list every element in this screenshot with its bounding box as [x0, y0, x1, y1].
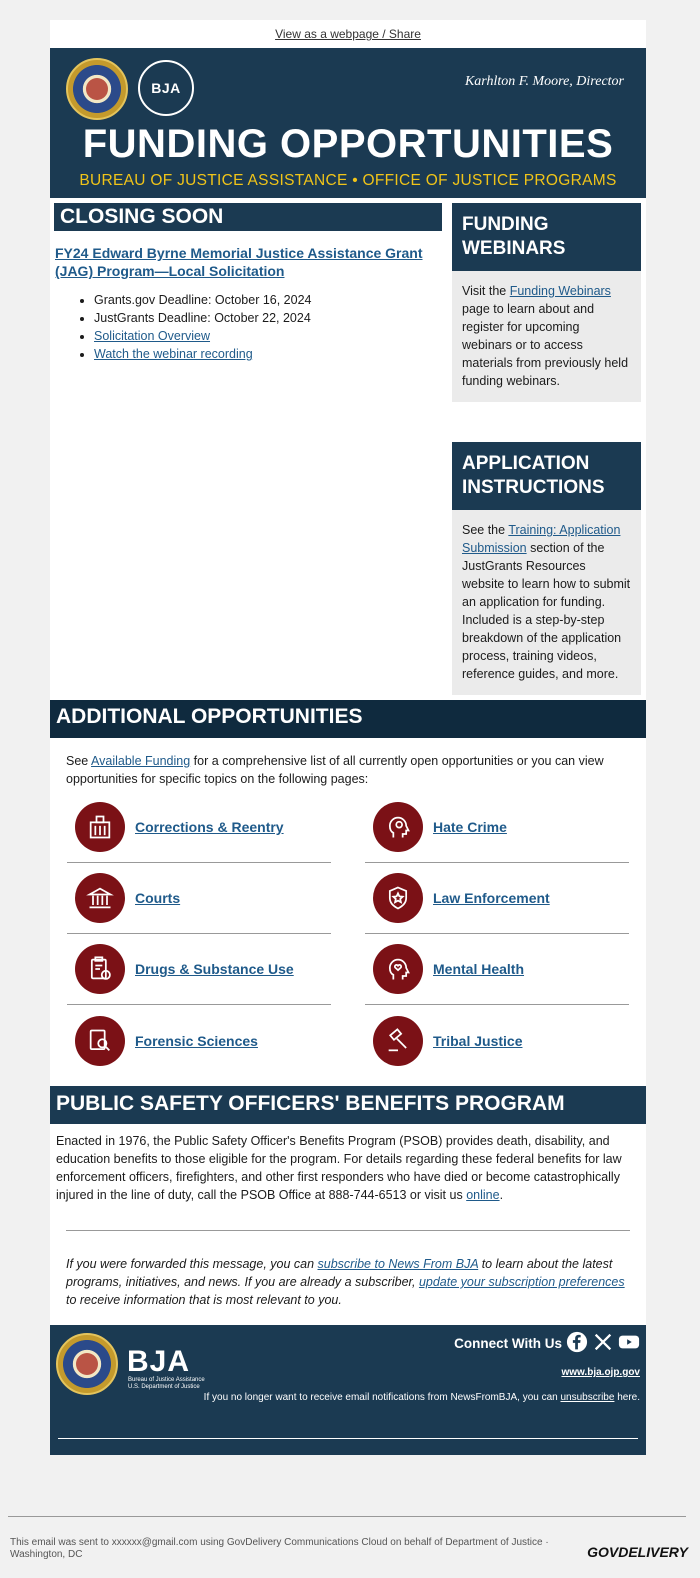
topic-courts: [67, 863, 331, 934]
topic-link-corrections[interactable]: Corrections & Reentry: [135, 819, 284, 835]
forward-notice: If you were forwarded this message, you can subscribe to News From BJA to learn about the latest programs, initiatives, and news. If you are already a subscriber, update your subscription preferences to receive information that is most relevant to you.: [66, 1257, 625, 1307]
topic-forensic: [67, 1005, 331, 1076]
director-name: Karhlton F. Moore, Director: [464, 74, 624, 89]
jag-solicitation-link[interactable]: FY24 Edward Byrne Memorial Justice Assistance Grant (JAG) Program—Local Solicitation: [55, 245, 423, 279]
application-instructions-heading: APPLICATION INSTRUCTIONS: [452, 442, 641, 510]
email-container: [50, 20, 646, 1455]
topbar: [50, 20, 646, 48]
funding-webinars-box: [452, 203, 641, 402]
update-preferences-link[interactable]: update your subscription preferences: [418, 1275, 625, 1289]
footer: [50, 1325, 646, 1455]
two-column-section: [50, 198, 646, 695]
footer-divider: [58, 1438, 638, 1439]
training-application-link[interactable]: Training: Application Submission: [462, 523, 621, 555]
jag-details-list: [54, 291, 442, 363]
x-twitter-icon[interactable]: [592, 1331, 614, 1356]
page-title: FUNDING OPPORTUNITIES: [82, 122, 614, 166]
psob-heading: PUBLIC SAFETY OFFICERS' BENEFITS PROGRAM: [50, 1086, 646, 1124]
bja-seal: BJA: [138, 60, 194, 116]
additional-opportunities-heading: ADDITIONAL OPPORTUNITIES: [50, 700, 646, 738]
doj-seal-icon: [56, 1333, 118, 1395]
topic-drugs: [67, 934, 331, 1005]
unsubscribe-notice: If you no longer want to receive email notifications from NewsFromBJA, you can unsubscribe here.: [203, 1392, 640, 1403]
magnifier-document-icon: [75, 1016, 125, 1066]
topic-link-tribal[interactable]: Tribal Justice: [433, 1032, 523, 1049]
topic-link-law-enforcement[interactable]: Law Enforcement: [433, 890, 550, 906]
topic-link-mental-health[interactable]: Mental Health: [433, 961, 525, 977]
topic-link-forensic[interactable]: Forensic Sciences: [135, 1032, 258, 1049]
available-funding-link[interactable]: Available Funding: [91, 754, 191, 768]
sidebar: [452, 203, 641, 695]
view-as-webpage-link[interactable]: View as a webpage / Share: [275, 27, 421, 41]
funding-webinars-text: Visit the Funding Webinars page to learn about and register for upcoming webinars or to access materials from previously held funding webinars.: [462, 284, 629, 388]
subscribe-link[interactable]: subscribe to News From BJA: [317, 1257, 479, 1271]
topic-corrections: [67, 792, 331, 863]
topic-link-courts[interactable]: Courts: [135, 890, 181, 906]
building-icon: [75, 802, 125, 852]
bja-logo: BJA: [127, 1345, 191, 1378]
head-heart-icon: [373, 944, 423, 994]
closing-soon-section: [54, 203, 442, 695]
courthouse-icon: [75, 873, 125, 923]
badge-icon: [373, 873, 423, 923]
topic-grid: [50, 788, 646, 1076]
psob-online-link[interactable]: online: [466, 1188, 500, 1202]
application-instructions-text: See the Training: Application Submission section of the JustGrants Resources website to learn how to submit an application for funding. Included is a step-by-step breakdown of the application process, training videos, reference guides, and more.: [462, 523, 631, 681]
closing-soon-heading: CLOSING SOON: [54, 203, 442, 231]
topic-link-hate-crime[interactable]: Hate Crime: [433, 819, 507, 835]
topic-law-enforcement: [365, 863, 629, 934]
connect-with-us: Connect With Us: [454, 1331, 640, 1356]
list-item: [94, 345, 442, 363]
solicitation-overview-link[interactable]: Solicitation Overview: [94, 329, 211, 343]
govdelivery-notice: This email was sent to xxxxxx@gmail.com using GovDelivery Communications Cloud on behalf of Department of Justice · Washington, DC: [10, 1537, 549, 1560]
gavel-icon: [373, 1016, 423, 1066]
list-item: [94, 327, 442, 345]
psob-text: Enacted in 1976, the Public Safety Officer's Benefits Program (PSOB) provides death, disability, and education benefits to those eligible for the program. For details regarding these federal benefits for law enforcement officers, firefighters, and other first responders who have died or become catastrophically injured in the line of duty, call the PSOB Office at 888-744-6513 or visit us online.: [56, 1134, 622, 1202]
application-instructions-box: [452, 442, 641, 695]
doj-seal-icon: [66, 58, 128, 120]
grants-gov-deadline: • Grants.gov Deadline: October 16, 2024: [94, 291, 442, 309]
hero-banner: [50, 48, 646, 198]
divider: [8, 1516, 686, 1517]
unsubscribe-link[interactable]: unsubscribe: [560, 1392, 615, 1403]
justgrants-deadline: • JustGrants Deadline: October 22, 2024: [94, 309, 442, 327]
govdelivery-logo[interactable]: GOVDELIVERY: [587, 1544, 688, 1560]
topic-mental-health: [365, 934, 629, 1005]
facebook-icon[interactable]: [566, 1331, 588, 1356]
topic-tribal: [365, 1005, 629, 1076]
head-target-icon: [373, 802, 423, 852]
youtube-icon[interactable]: [618, 1331, 640, 1356]
funding-webinars-link[interactable]: Funding Webinars: [509, 284, 611, 298]
webinar-recording-link[interactable]: Watch the webinar recording: [94, 347, 253, 361]
funding-webinars-heading: FUNDING WEBINARS: [452, 203, 641, 271]
topic-hate-crime: [365, 792, 629, 863]
clipboard-pill-icon: [75, 944, 125, 994]
bja-website-link[interactable]: www.bja.ojp.gov: [561, 1367, 640, 1378]
hero-subtitle: BUREAU OF JUSTICE ASSISTANCE • OFFICE OF JUSTICE PROGRAMS: [79, 172, 617, 189]
bja-logo-subtitle: Bureau of Justice Assistance U.S. Department of Justice: [128, 1377, 205, 1390]
additional-opportunities-intro: See Available Funding for a comprehensive list of all currently open opportunities or you can view opportunities for specific topics on the following pages:: [66, 754, 604, 786]
topic-link-drugs[interactable]: Drugs & Substance Use: [135, 961, 294, 977]
